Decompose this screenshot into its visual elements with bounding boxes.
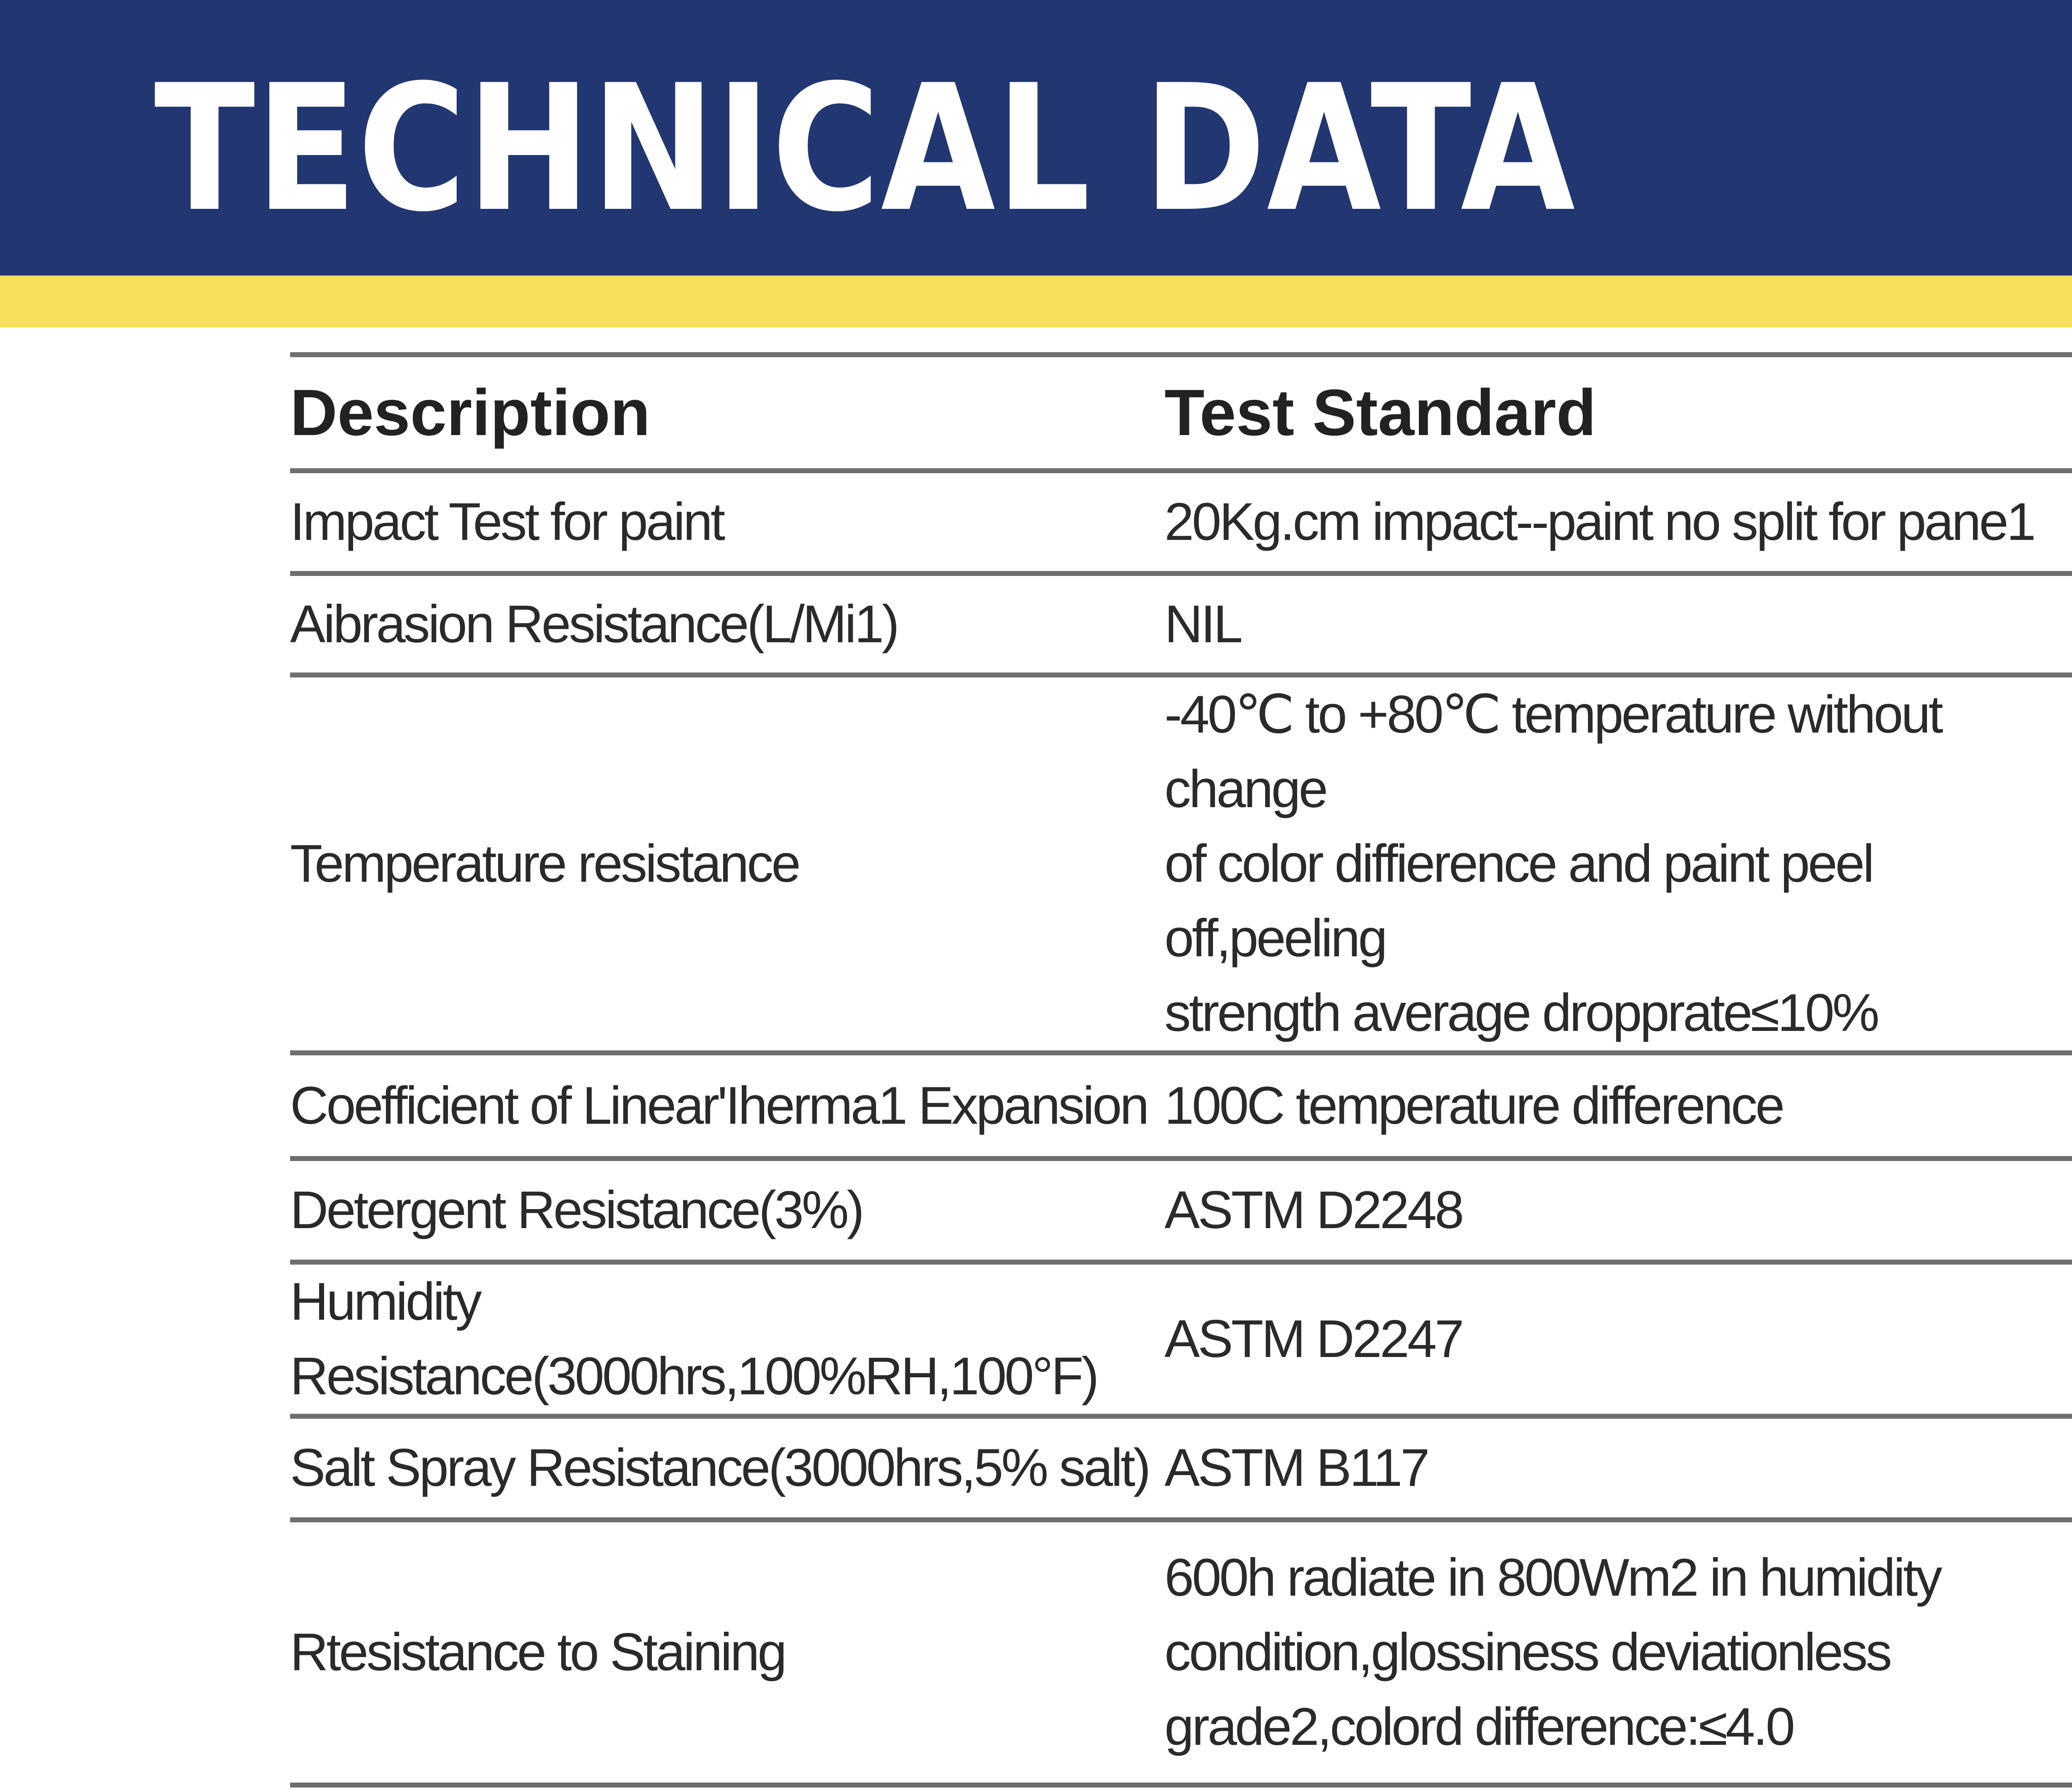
table-row: [290, 675, 2072, 1053]
cell-description: Rtesistance to Staining: [290, 1623, 785, 1682]
table-row: [290, 1416, 2072, 1520]
table-row: [290, 1053, 2072, 1159]
cell-test-standard: 600h radiate in 800Wm2 in humidity condition,glossiness deviationless grade2,colord difference:≤4.0: [1164, 1548, 1940, 1756]
cell-test-standard: ASTM D2248: [1164, 1180, 1462, 1240]
cell-test-standard: ASTM D2247: [1164, 1309, 1462, 1369]
cell-test-standard: ASTM B117: [1164, 1438, 1428, 1497]
table-row: [290, 1520, 2072, 1785]
cell-test-standard: 20Kg.cm impact--paint no split for pane1: [1164, 492, 2034, 552]
cell-test-standard: 100C temperature difference: [1164, 1076, 1783, 1135]
cell-description: Detergent Resistance(3%): [290, 1180, 863, 1240]
header-row: [290, 355, 2072, 471]
cell-test-standard: NIL: [1164, 594, 1241, 654]
cell-test-standard: -40℃ to +80℃ temperature without change of color diffierence and paint peel off,peeling strength average dropprate≤10%: [1164, 685, 1941, 1043]
technical-data-table: [290, 352, 2072, 1788]
table-row: [290, 1262, 2072, 1416]
page-title: TECHNICAL DATA: [154, 48, 1576, 250]
cell-description: Temperature resistance: [290, 834, 799, 893]
cell-description: Coefficient of Linear'Iherma1 Expansion: [290, 1076, 1147, 1135]
table-header: [290, 355, 2072, 471]
column-header-description: Description: [290, 376, 651, 449]
cell-description: Impact Test for paint: [290, 492, 724, 552]
column-header-test-standard: Test Standard: [1164, 376, 1596, 449]
table-row: [290, 1159, 2072, 1262]
table-row: [290, 471, 2072, 573]
cell-description: Aibrasion Resistance(L/Mi1): [290, 594, 898, 654]
cell-description: Salt Spray Resistance(3000hrs,5% salt): [290, 1438, 1149, 1497]
table-body: [290, 471, 2072, 1785]
table-row: [290, 573, 2072, 675]
cell-description: Humidity Resistance(3000hrs,100%RH,100°F): [290, 1272, 1097, 1406]
